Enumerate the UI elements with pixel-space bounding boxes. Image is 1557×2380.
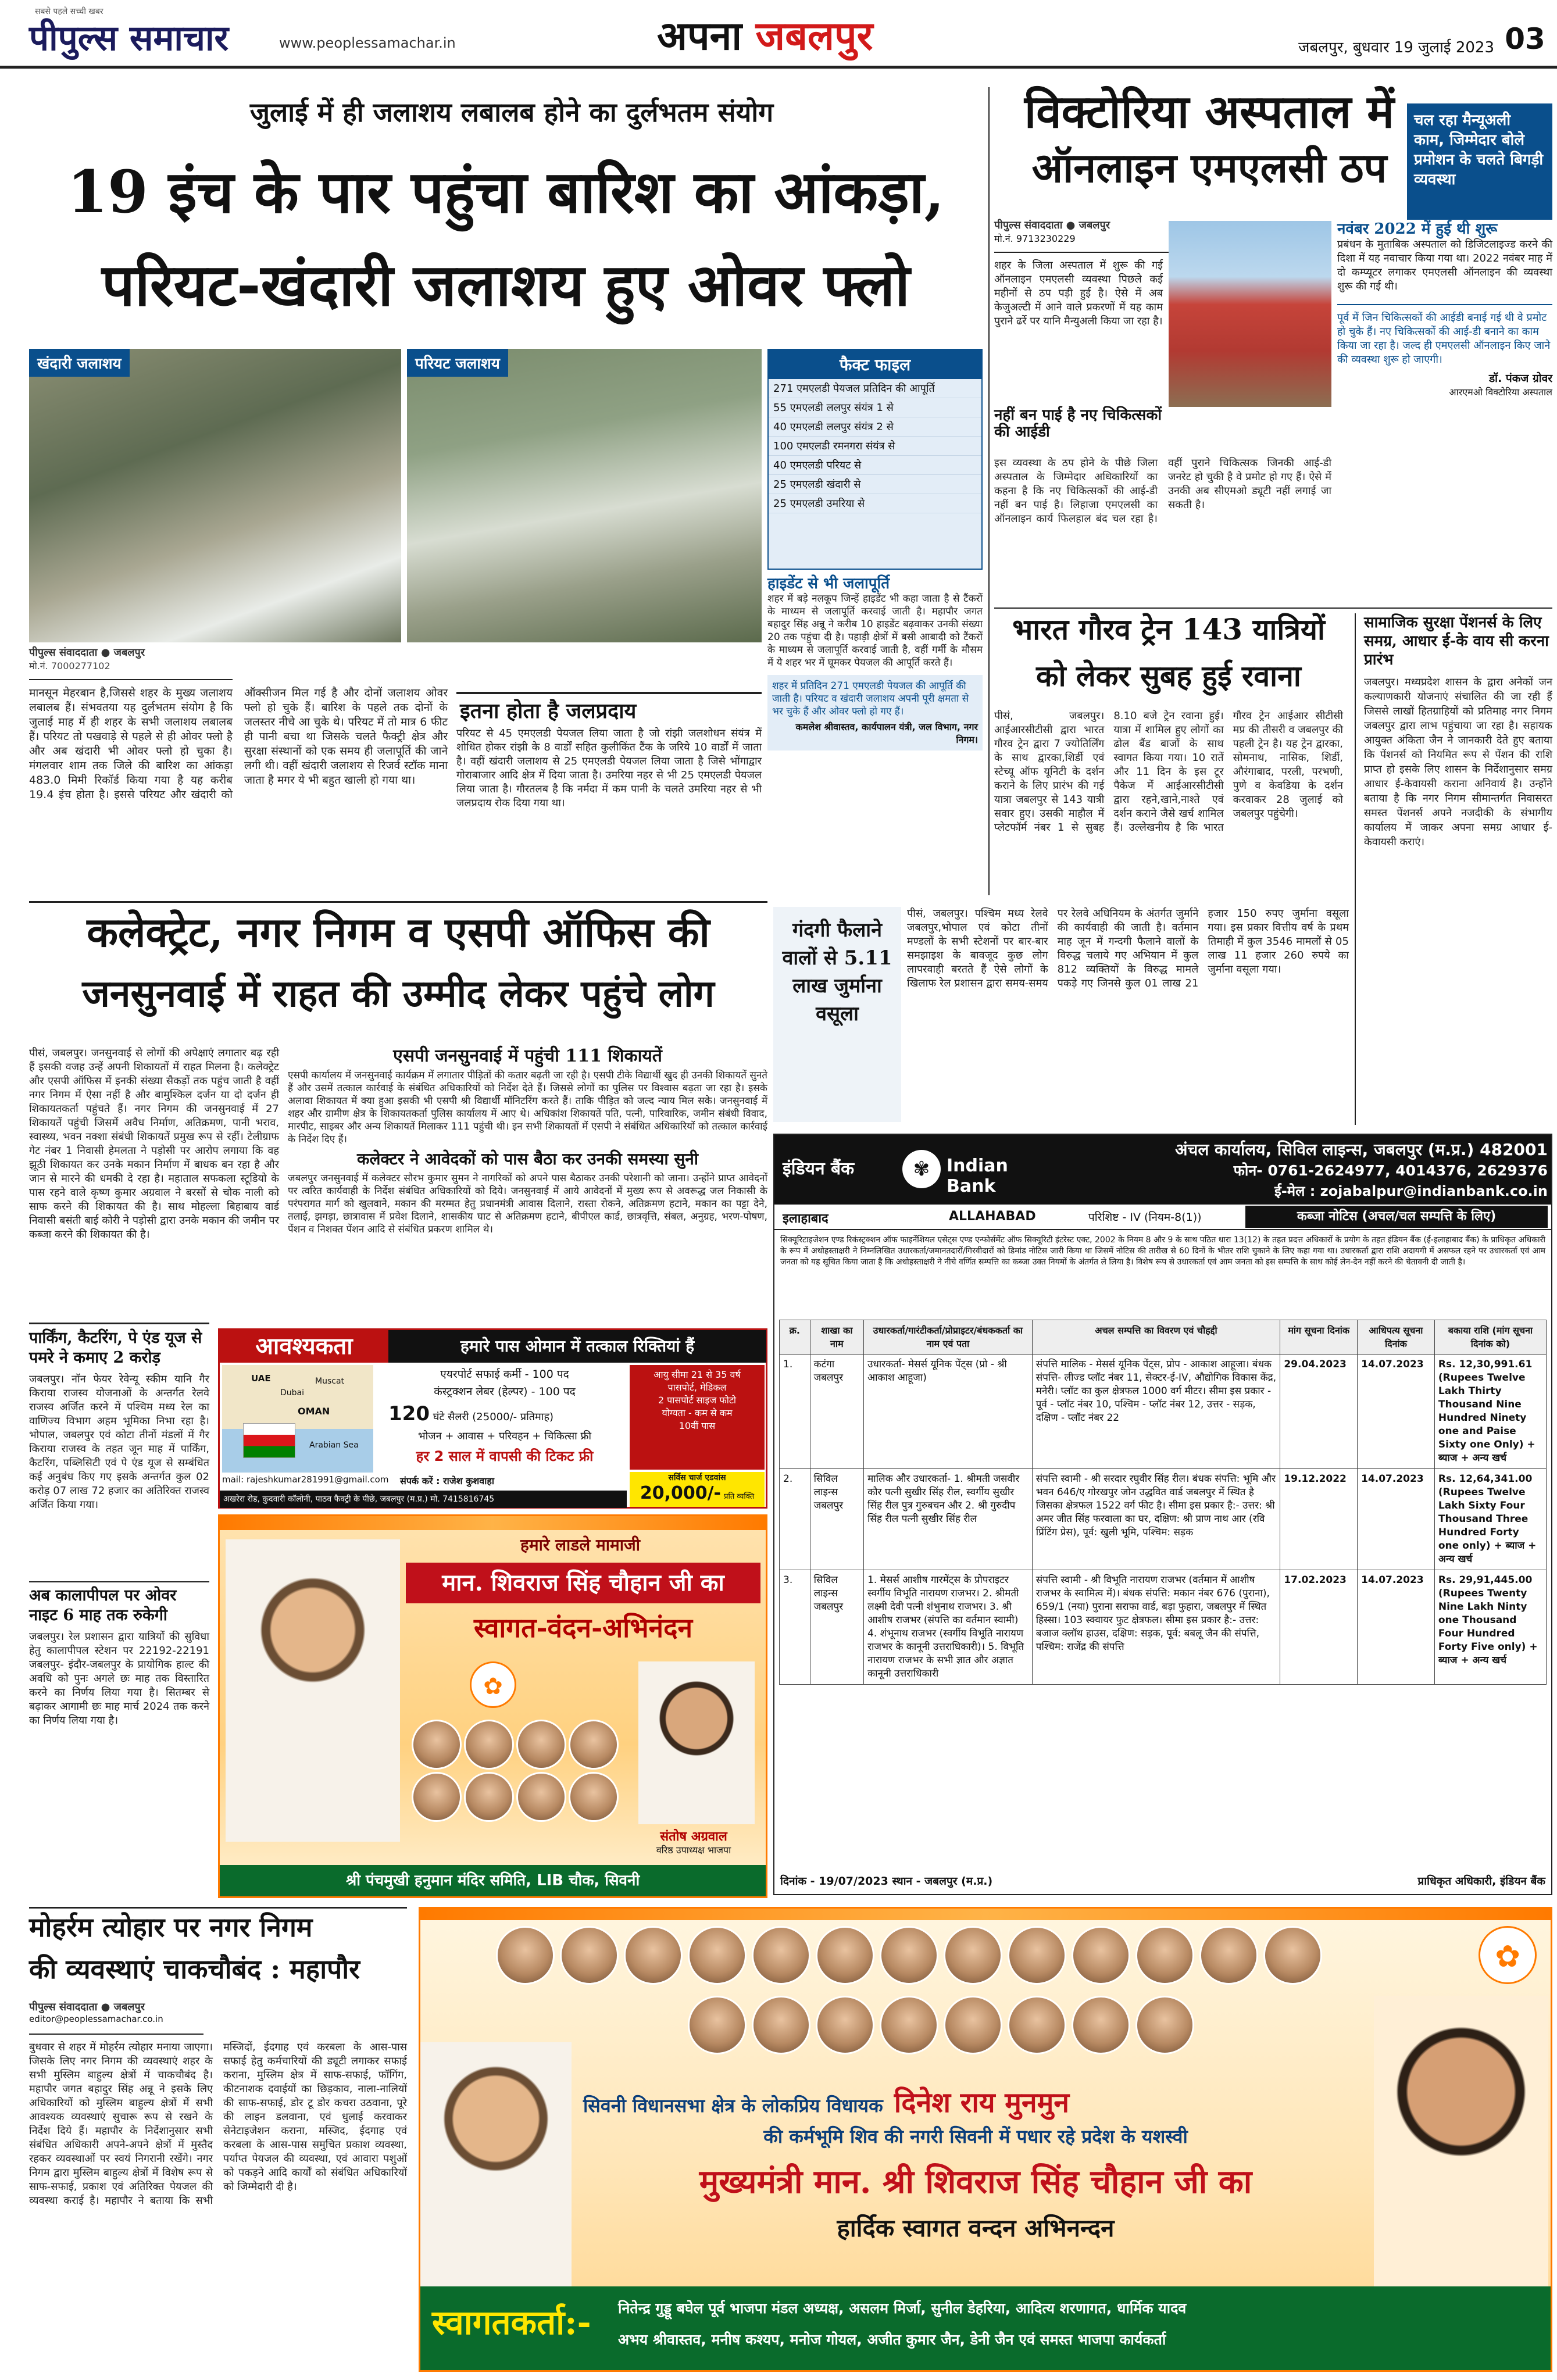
parking-headline: पार्किंग, कैटरिंग, पे एंड यूज से पमरे ने कमाए 2 करोड़ bbox=[29, 1329, 202, 1367]
col-demand: मांग सूचना दिनांक bbox=[1280, 1320, 1358, 1355]
seoni-line-1-text: सिवनी विधानसभा क्षेत्र के लोकप्रिय विधायक bbox=[583, 2095, 883, 2117]
jobs-ad-age: आयु सीमा 21 से 35 वर्ष bbox=[653, 1369, 741, 1380]
bank-notice bbox=[773, 1134, 1552, 1895]
moharram-rule bbox=[29, 1907, 407, 1909]
shivraj-ad-line-1: मान. शिवराज सिंह चौहान जी का bbox=[406, 1563, 760, 1603]
train-headline-2: को लेकर सुबह हुई रवाना bbox=[1036, 659, 1301, 693]
jobs-ad-email[interactable]: mail: rajeshkumar281991@gmail.com bbox=[222, 1474, 389, 1485]
seoni-face-12 bbox=[1199, 1926, 1258, 1985]
parking-rule bbox=[29, 1323, 209, 1324]
bank-subheader bbox=[774, 1205, 1551, 1230]
seoni-welcome-bar bbox=[420, 2286, 1551, 2370]
bank-cell-property: संपत्ति स्वामी - श्री विभूति नारायण राजभर (वर्तमान में आशीष राजभर के स्वामित्व में)। बंधक संपत्ति: मकान नंबर 676 (पुराना), 659/1 (नया) पुराना सराफा वार्ड, बड़ा फुहारा, जबलपुर में स्थित हिस्सा। 103 स्क्वायर फुट क्षेत्रफल। सीमा इस प्रकार है:- उत्तर: बजाज क्लॉथ हाउस, दक्षिण: सड़क, पूर्व: बबलू जैन की संपत्ति, पश्चिम: राजेंद्र की संपत्ति bbox=[1032, 1570, 1280, 1685]
dateline: जबलपुर, बुधवार 19 जुलाई 2023 bbox=[1298, 39, 1494, 56]
jobs-ad-photos: 2 पासपोर्ट साइज फोटो bbox=[658, 1395, 737, 1406]
seoni-line-2: की कर्मभूमि शिव की नगरी सिवनी में पधार रहे प्रदेश के यशस्वी bbox=[763, 2125, 1188, 2147]
bank-cell-borrower: मालिक और उधारकर्ता- 1. श्रीमती जसवीर कौर पत्नी सुखीर सिंह रील, स्वर्गीय सुखीर सिंह रील पुत्र गुरुबचन और 2. श्री गुरुदीप सिंह रील पत्नी सुखीर सिंह रील bbox=[864, 1469, 1033, 1570]
hydrant-title: हाइडेंट से भी जलापूर्ति bbox=[767, 575, 890, 592]
collector-body: जबलपुर जनसुनवाई में कलेक्टर सौरभ कुमार सुमन ने नागरिकों को अपने पास बैठाकर उनकी परेशानी को जाना। उन्होंने प्राप्त आवेदनों पर त्वरित कार्यवाही के निर्देश संबंधित अधिकारियों को दिये। जनसुनवाई में आये आवेदनों में मुख्य रूप से अवरूद्ध जल निकासी के परंपरागत मार्ग को खुलवाने, मकान की मरम्मत हेतु प्रधानमंत्री आवास दिलाने, रास्ता रोकने, अतिक्रमण हटाने, मकान का पट्टा देने, तलाई, झगड़ा, छात्रावास में प्रवेश दिलाने, शासकीय घाट से अतिक्रमण हटाने, बीपीएल कार्ड, छात्रवृत्ति, संबल, अनुग्रह, भरण-पोषण, पेंशन व निशक्त पेंशन आदि से संबंधित प्रकरण शामिल थे। bbox=[288, 1172, 767, 1235]
pariyat-photo bbox=[407, 349, 762, 642]
collectorate-body: पीसं, जबलपुर। जनसुनवाई से लोगों की अपेक्षाएं लगातार बढ़ रही हैं इसकी वजह उन्हें अपनी शिकायतों में राहत मिलना है। कलेक्ट्रेट और एसपी ऑफिस में इनकी संख्या सैकड़ों तक पहुंच जाती है वहीं नगर निगम में ऐसा नहीं है और बामुश्किल दर्जन या दो दर्जन ही शिकायतकर्ता पहुंचते हैं। नगर निगम की जनसुनवाई में 27 शिकायतें पहुंची जिसमें अवैध निर्माण, अतिक्रमण, पानी भराव, स्वास्थ्य, भवन नक्शा संबंधी शिकायतें प्रमुख रूप से रहीं। टेलीग्राफ गेट नंबर 1 निवासी हेमलता ने पड़ोसी पर आरोप लगाया कि वह झूठी शिकायत कर उनके मकान निर्माण में बाधक बन रहा है और जान से मारने की धमकी दे रहा है। महाताल सफकला स्टूडियो के पास रहने वाले कृष्ण कुमार अग्रवाल ने बरसों से चोक नाली को साफ करने की शिकायत की है। साथ मोहल्ला बिहाबाय वार्ड निवासी बसंती बाई कोरी ने पड़ोसी द्वारा उनके मकान की जमीन पर कब्जा करने की शिकायत की है। bbox=[29, 1047, 279, 1241]
bank-phone: फोन- 0761-2624977, 4014376, 2629376 bbox=[1233, 1162, 1548, 1179]
bank-logo-icon: ✾ bbox=[902, 1150, 941, 1188]
table-row bbox=[780, 1469, 1547, 1570]
shivraj-ad-portrait bbox=[226, 1539, 400, 1842]
table-row bbox=[780, 1570, 1547, 1685]
fact-file-title: फैक्ट फाइल bbox=[769, 350, 981, 379]
pension-body: जबलपुर। मध्यप्रदेश शासन के द्वारा अनेकों जन कल्याणकारी योजनाएं संचालित की जा रही हैं जिससे लाखों हितग्राहियों को प्रतिमाह नगर निगम जबलपुर द्वारा लाभ पहुंचाया जा रहा है। सहायक आयुक्त अंकिता जैन ने जानकारी देते हुए बताया कि पेंशनर्स को नियमित रूप से पेंशन की राशि प्राप्त हो इसके लिए शासन के निर्देशानुसार समग्र आधार ई-केवायसी कराना अनिवार्य है। उन्होंने बताया है कि नगर निगम सीमान्तर्गत निवासरत समस्त पेंशनर्स अपने नजदीकी के संभागीय कार्यालय में जाकर अपना समग्र आधार ई-केवायसी कराएं। bbox=[1364, 676, 1552, 848]
lead-headline-2: परियट-खंदारी जलाशय हुए ओवर फ्लो bbox=[102, 251, 910, 319]
lead-quote bbox=[767, 675, 983, 751]
bank-cell-amount: Rs. 29,91,445.00 (Rupees Twenty Nine Lakh Ninty one Thousand Four Hundred Forty Five only) + ब्याज + अन्य खर्च bbox=[1434, 1570, 1546, 1685]
bank-cell-possession: 14.07.2023 bbox=[1358, 1570, 1435, 1685]
seoni-faces bbox=[496, 1926, 1368, 2077]
bank-table bbox=[779, 1320, 1547, 1685]
jobs-ad-salary: सैलरी (25000/- प्रतिमाह) bbox=[448, 1411, 554, 1423]
jobs-ad-hours bbox=[388, 1402, 621, 1425]
bank-cell-possession: 14.07.2023 bbox=[1358, 1469, 1435, 1570]
victoria-byline-text: पीपुल्स संवाददाता ● जबलपुर bbox=[994, 219, 1110, 231]
section-title-b: जबलपुर bbox=[755, 13, 873, 59]
train-body: पीसं, जबलपुर। आईआरसीटीसी द्वारा भारत गौरव ट्रेन द्वारा 7 ज्योतिर्लिंग के साथ द्वारका,शिर्डी एवं स्टेच्यू ऑफ यूनिटी के दर्शन कराने के लिए प्रारंभ की गई यात्रा जबलपुर से 143 यात्री सवार हुए। उसकी माहौल में प्लेटफॉर्म नंबर 1 से सुबह 8.10 बजे ट्रेन रवाना हुई। यात्रा में शामिल हुए लोगों का ढोल बैंड बाजों के साथ स्वागत किया गया। 10 रातें और 11 दिन के इस टूर पैकेज में आईआरसीटीसी द्वारा रहने,खाने,नाश्ते एवं दर्शन कराने जैसे खर्च शामिल हैं। उल्लेखनीय है कि भारत गौरव ट्रेन आईआर सीटीसी मप्र की तीसरी व जबलपुर की पहली ट्रेन है। यह ट्रेन द्वारका, सोमनाथ, नासिक, शिर्डी, औरंगाबाद, परली, परभणी, पुणे व केवडिया के दर्शन करवाकर 28 जुलाई को जबलपुर पहुंचेगी। bbox=[994, 710, 1343, 834]
jobs-ad-line-2: कंस्ट्रक्शन लेबर (हेल्पर) - 100 पद bbox=[434, 1385, 576, 1398]
bank-cell-no: 2. bbox=[780, 1469, 810, 1570]
lead-body: मानसून मेहरबान है,जिससे शहर के मुख्य जलाशय लबालब हैं। संभवतया यह दुर्लभतम संयोग है कि जुलाई माह में ही शहर के सभी जलाशय लबालब हैं। परियट तो पखवाड़े से पहले से ही ओवर फ्लो है और अब खंदारी भी ओवर फ्लो हो चुका है। मंगलवार शाम तक जिले की बारिश का आंकड़ा 483.0 मिमी रिकॉर्ड किया गया है यह करीब 19.4 इंच होता है। इससे परियट और खंदारी को ऑक्सीजन मिल गई है और दोनों जलाशय ओवर फ्लो हो चुके हैं। बारिश के पहले तक दोनों के जलस्तर नीचे आ चुके थे। परियट में तो मात्र 6 फीट ही पानी बचा था जिसके चलते फैक्ट्री क्षेत्र और सुरक्षा संस्थानों को एक समय ही जलापूर्ति की जाने लगी थी। वहीं खंदारी जलाशय से रिजर्व स्टॉक माना जाता है मगर ये भी बहुत खाली हो गया था। bbox=[29, 687, 448, 801]
seoni-face-18 bbox=[944, 1996, 1002, 2054]
fact-file bbox=[767, 349, 983, 570]
shivraj-ad bbox=[218, 1514, 767, 1898]
allahabad-en: ALLAHABAD bbox=[949, 1209, 1036, 1224]
shivraj-ad-footer: श्री पंचमुखी हनुमान मंदिर समिति, LIB चौक, सिवनी bbox=[220, 1865, 766, 1896]
victoria-kicker: चल रहा मैन्यूअली काम, जिम्मेदार बोले प्रमोशन के चलते बिगड़ी व्यवस्था bbox=[1407, 103, 1552, 220]
seoni-ad-topbar bbox=[420, 1909, 1551, 1920]
jobs-ad-requirements bbox=[630, 1365, 765, 1470]
moharram-headline-2: की व्यवस्थाएं चाकचौबंद : महापौर bbox=[29, 1953, 360, 1985]
masthead-url[interactable]: www.peoplessamachar.in bbox=[279, 35, 456, 51]
seoni-face-2 bbox=[560, 1926, 619, 1985]
lead-quote-text: शहर में प्रतिदिन 271 एमएलडी पेयजल की आपूर्ति की जाती है। परियट व खंदारी जलाशय अपनी पूरी क्षमता से भर चुके हैं और ओवर फ्लो हो गए हैं। bbox=[772, 680, 969, 717]
bank-cell-amount: Rs. 12,30,991.61 (Rupees Twelve Lakh Thirty Thousand Nine Hundred Ninety one and Paise Sixty one Only) + ब्याज + अन्य खर्च bbox=[1434, 1355, 1546, 1469]
train-headline-1: भारत गौरव ट्रेन 143 यात्रियों bbox=[1012, 612, 1325, 646]
fine-body: पीसं, जबलपुर। पश्चिम मध्य रेलवे जबलपुर,भोपाल एवं कोटा तीनों मण्डलों के सभी स्टेशनों पर बार-बार समझाइश के बावजूद कुछ लोग लापरवाही बरतते हैं ऐसे लोगों के खिलाफ रेल प्रशासन द्वारा समय-समय पर रेलवे अधिनियम के अंतर्गत जुर्माने की कार्यवाही की जाती है। वर्तमान माह जून में गन्दगी फैलाने वालों के विरुद्ध चलाये गए अभियान में कुल 812 व्यक्तियों के विरुद्ध मामले पकड़े गए जिनसे कुल 01 लाख 21 हजार 150 रुपए जुर्माना वसूला गया। इस प्रकार वित्तीय वर्ष के प्रथम तिमाही में कुल 3546 मामलों से 05 लाख 11 हजार 260 रुपये का जुर्माना वसूला गया। bbox=[907, 907, 1349, 989]
seoni-face-11 bbox=[1135, 1926, 1194, 1985]
seoni-munmun-portrait bbox=[1374, 1996, 1548, 2315]
seoni-face-5 bbox=[752, 1926, 810, 1985]
map-label-uae: UAE bbox=[251, 1373, 271, 1384]
bank-cell-branch: सिविल लाइन्स जबलपुर bbox=[810, 1469, 863, 1570]
allahabad-hi: इलाहाबाद bbox=[783, 1212, 829, 1226]
seoni-face-4 bbox=[688, 1926, 747, 1985]
bank-cell-possession: 14.07.2023 bbox=[1358, 1355, 1435, 1469]
parking-story bbox=[29, 1328, 209, 1578]
seoni-face-7 bbox=[880, 1926, 938, 1985]
jobs-ad-qual: पासपोर्ट, मेडिकल bbox=[667, 1382, 727, 1393]
pension-headline: सामाजिक सुरक्षा पेंशनर्स के लिए समग्र, आधार ई-के वाय सी करना प्रारंभ bbox=[1364, 614, 1549, 669]
bank-cell-borrower: 1. मेसर्स आशीष गारमेंट्स के प्रोपराइटर स्वर्गीय विभूति नारायण राजभर। 2. श्रीमती लक्ष्मी देवी पत्नी शंभुनाथ राजभर। 3. श्री आशीष राजभर (संपत्ति का वर्तमान स्वामी) 4. शंभूनाथ राजभर (स्वर्गीय विभूति नारायण राजभर के कानूनी उत्तराधिकारी)। 5. विभूति नारायण राजभर के सभी ज्ञात और अज्ञात कानूनी उत्तराधिकारी bbox=[864, 1570, 1033, 1685]
seoni-names-2: अभय श्रीवास्तव, मनीष कश्यप, मनोज गोयल, अजीत कुमार जैन, डेनी जैन एवं समस्त भाजपा कार्यकर्ता bbox=[618, 2331, 1166, 2348]
seoni-face-13 bbox=[1263, 1926, 1322, 1985]
table-row bbox=[780, 1355, 1547, 1469]
leader-face-6 bbox=[464, 1772, 514, 1822]
overnight-story bbox=[29, 1581, 209, 1889]
overnight-headline: अब कालापीपल पर ओवर नाइट 6 माह तक रुकेगी bbox=[29, 1586, 177, 1624]
collectorate-rule bbox=[29, 901, 767, 903]
pension-story bbox=[1355, 613, 1552, 1125]
masthead bbox=[0, 0, 1557, 69]
victoria-quote-by: डॉ. पंकज ग्रोवर bbox=[1489, 371, 1552, 385]
victoria-mobile: मो.नं. 9713230229 bbox=[994, 233, 1076, 244]
jobs-ad-charge-label: सर्विस चार्ज एडवांस bbox=[668, 1473, 726, 1482]
khandari-photo bbox=[29, 349, 401, 642]
collectorate-headline-1: कलेक्ट्रेट, नगर निगम व एसपी ऑफिस की bbox=[87, 908, 710, 956]
map-label-sea: Arabian Sea bbox=[309, 1441, 359, 1450]
leader-face-3 bbox=[516, 1720, 566, 1770]
jobs-ad-hours-unit: घंटे bbox=[433, 1411, 445, 1423]
sp-title: एसपी जनसुनवाई में पहुंची 111 शिकायतें bbox=[393, 1046, 662, 1066]
fact-item: 271 एमएलडी पेयजल प्रतिदिन की आपूर्ति bbox=[769, 379, 981, 398]
santosh-portrait bbox=[638, 1661, 755, 1824]
column-rule bbox=[988, 87, 990, 895]
bank-name-hi: इंडियन बैंक bbox=[783, 1159, 855, 1179]
seoni-line-3: मुख्यमंत्री मान. श्री शिवराज सिंह चौहान जी का bbox=[699, 2163, 1252, 2201]
seoni-face-3 bbox=[624, 1926, 683, 1985]
victoria-byline bbox=[994, 218, 1169, 253]
bank-notice-title: कब्जा नोटिस (अचल/चल सम्पत्ति के लिए) bbox=[1245, 1206, 1548, 1228]
victoria-quote-role: आरएमओ विक्टोरिया अस्पताल bbox=[1449, 386, 1552, 398]
seoni-face-9 bbox=[1008, 1926, 1066, 1985]
lead-mobile: मो.नं. 7000277102 bbox=[29, 660, 110, 671]
seoni-face-16 bbox=[816, 1996, 874, 2054]
khandari-photo-label: खंदारी जलाशय bbox=[29, 349, 130, 377]
jobs-ad-hours-num: 120 bbox=[388, 1402, 430, 1425]
leader-face-7 bbox=[516, 1772, 566, 1822]
col-possession: आधिपत्य सूचना दिनांक bbox=[1358, 1320, 1435, 1355]
lead-byline bbox=[29, 645, 233, 680]
bank-cell-demand: 19.12.2022 bbox=[1280, 1469, 1358, 1570]
bank-footer-sign: प्राधिकृत अधिकारी, इंडियन बैंक bbox=[1417, 1875, 1545, 1888]
jobs-ad-line-1: एयरपोर्ट सफाई कर्मी - 100 पद bbox=[440, 1368, 569, 1381]
bank-cell-property: संपत्ति मालिक - मेसर्स यूनिक पेंट्स, प्रोप - आकाश आहूजा। बंधक संपत्ति- लीज्ड प्लॉट नंबर 11, सेक्टर-ई-IV, औद्योगिक विकास केंद्र, मनेरी। प्लॉट का कुल क्षेत्रफल 1000 वर्ग मीटर। सीमा इस प्रकार - पूर्व - प्लॉट नंबर 10, पश्चिम - प्लॉट नंबर 12, उत्तर - सड़क, दक्षिण - प्लॉट नंबर 22 bbox=[1032, 1355, 1280, 1469]
fact-item: 25 एमएलडी खंदारी से bbox=[769, 475, 981, 494]
victoria-sub: नहीं बन पाई है नए चिकित्सकों की आईडी bbox=[994, 406, 1162, 441]
seoni-face-6 bbox=[816, 1926, 874, 1985]
seoni-face-8 bbox=[944, 1926, 1002, 1985]
bank-cell-demand: 29.04.2023 bbox=[1280, 1355, 1358, 1469]
bank-office: अंचल कार्यालय, सिविल लाइन्स, जबलपुर (म.प्र.) 482001 bbox=[1175, 1140, 1548, 1159]
bank-cell-amount: Rs. 12,64,341.00 (Rupees Twelve Lakh Sixty Four Thousand Three Hundred Forty one only) + ब्याज + अन्य खर्च bbox=[1434, 1469, 1546, 1570]
jobs-ad-map bbox=[222, 1365, 373, 1473]
sp-body: एसपी कार्यालय में जनसुनवाई कार्यक्रम में लगातार पीड़ितों की कतार बढ़ती जा रही है। एसपी टीके विद्यार्थी खुद ही उनकी शिकायतें सुनते हैं और उसमें तत्काल कार्रवाई के संबंधित अधिकारियों को निर्देश देते हैं। जिससे लोगों का पुलिस पर विश्वास बढ़ता जा रहा है। इसके अलावा शिकायत में क्या हुआ इसकी भी एसपी श्री विद्यार्थी मॉनिटरिंग करते हैं। ताकि पीड़ित को जल्द न्याय मिल सके। जनसुनवाई में शहर और ग्रामीण क्षेत्र के शिकायतकर्ता पुलिस कार्यालय में आए थे। अधिकांश शिकायतें पति, पत्नी, पारिवारिक, जमीन संबंधी विवाद, मारपीट, साइबर और अन्य शिकायतें मिलाकर 111 पहुंची थी। इन सभी शिकायतों में एसपी ने संबंधित अधिकारियों को तत्काल कार्रवाई के निर्देश दिए हैं। bbox=[288, 1070, 767, 1145]
fine-headline: गंदगी फैलाने वालों से 5.11 लाख जुर्माना वसूला bbox=[773, 907, 901, 1122]
map-label-dubai: Dubai bbox=[280, 1388, 305, 1398]
seoni-face-1 bbox=[496, 1926, 555, 1985]
bank-header bbox=[774, 1135, 1551, 1205]
jobs-ad-charge-box bbox=[630, 1472, 765, 1507]
supply-box bbox=[456, 692, 762, 895]
moharram-byline-text: पीपुल्स संवाददाता ● जबलपुर bbox=[29, 2001, 145, 2013]
hydrant-body: शहर में बड़े नलकूप जिन्हें हाइडेंट भी कहा जाता है से टैंकरों के माध्यम से जलापूर्ति करवाई जाती है। महापौर जगत बहादुर सिंह अन्नू ने करीब 10 हाइडेंट बढ़वाकर उनकी संख्या 20 तक पहुंचा दी है। पहाड़ी क्षेत्रों में बसी आबादी को टैंकरों के माध्यम से जलापूर्ति करवाई जाती है, वहीं गर्मी के मौसम में ये शहर भर में घूमकर पेयजल की आपूर्ति करते हैं। bbox=[767, 592, 983, 669]
moharram-email[interactable]: editor@peoplessamachar.co.in bbox=[29, 2014, 163, 2024]
seoni-face-20 bbox=[1072, 1996, 1130, 2054]
victoria-headline-1: विक्टोरिया अस्पताल में bbox=[1024, 85, 1394, 138]
bank-cell-branch: सिविल लाइन्स जबलपुर bbox=[810, 1570, 863, 1685]
lead-headline-1: 19 इंच के पार पहुंचा बारिश का आंकड़ा, bbox=[67, 158, 945, 226]
sp-box bbox=[288, 1046, 767, 1320]
jobs-ad-title: हमारे पास ओमान में तत्काल रिक्तियां हैं bbox=[388, 1330, 766, 1363]
seoni-face-19 bbox=[1008, 1996, 1066, 2054]
seoni-shivraj-portrait bbox=[420, 2042, 572, 2315]
fact-file-list bbox=[769, 379, 981, 513]
parking-body: जबलपुर। नॉन फेयर रेवेन्यू स्कीम यानि गैर किराया राजस्व योजनाओं के अन्तर्गत रेलवे राजस्व अर्जित करने में पश्चिम मध्य रेल का वाणिज्य विभाग अहम भूमिका निभा रहा है। भोपाल, जबलपुर एवं कोटा तीनों मंडलों में गैर किराया राजस्व के तहत जून माह में पार्किंग, कैटरिंग, पब्लिसिटी एवं पे एंड यूज से सम्बंधित कई अनुबंध किए गए इसके अन्तर्गत कुल 02 करोड़ 07 लाख 72 हजार का अतिरिक्त राजस्व अर्जित किया गया। bbox=[29, 1373, 209, 1511]
fact-item: 25 एमएलडी उमरिया से bbox=[769, 494, 981, 513]
jobs-ad-ticket: हर 2 साल में वापसी की टिकट फ्री bbox=[416, 1448, 594, 1464]
seoni-line-1 bbox=[583, 2083, 1368, 2118]
moharram-byline bbox=[29, 2000, 203, 2035]
jobs-ad bbox=[218, 1328, 767, 1509]
bank-name-en: Indian Bank bbox=[947, 1156, 1008, 1196]
fact-item: 100 एमएलडी रमनगरा संयंत्र से bbox=[769, 437, 981, 456]
bank-footer-date: दिनांक - 19/07/2023 स्थान - जबलपुर (म.प्र.) bbox=[780, 1875, 993, 1888]
jobs-ad-charge: 20,000/- bbox=[640, 1483, 722, 1503]
seoni-line-4: हार्दिक स्वागत वन्दन अभिनन्दन bbox=[837, 2214, 1115, 2242]
pariyat-photo-label: परियट जलाशय bbox=[407, 349, 508, 377]
supply-box-body: परियट से 45 एमएलडी पेयजल लिया जाता है जो रांझी जलशोधन संयंत्र में शोधित होकर रांझी के 8 वार्डों सहित कुलीकिंत टैंक के जरिये 10 वार्डों में जाता है। वहीं खंदारी जलाशय से 25 एमएलडी पेयजल लिया जाता है जिसे भोंगाद्वार गोराबाजार आदि क्षेत्र में दिया जाता है। उमरिया नहर से भी 25 एमएलडी पेयजल लिया जाता है। गौरतलब है कि नर्मदा में कम पानी के चलते उमरिया नहर से भी जलप्रदाय रोक दिया गया था। bbox=[456, 727, 762, 809]
seoni-names-1: नितेन्द्र गुड्डू बघेल पूर्व भाजपा मंडल अध्यक्ष, असलम मिर्जा, सुनील डेहरिया, आदित्य शरणागत, धार्मिक यादव bbox=[618, 2300, 1187, 2317]
map-label-oman: OMAN bbox=[298, 1406, 330, 1417]
bank-intro: सिक्यूरिटाइजेशन एण्ड रिकंस्ट्रक्शन ऑफ फाइनेंशियल एसेट्स एण्ड एन्फोर्समेंट ऑफ सिक्यूरिटी इंटरेस्ट एक्ट, 2002 के नियम 8 और 9 के साथ पठित धारा 13(12) के तहत प्रदत्त अधिकारों के प्रयोग के तहत इंडियन बैंक (ई-इलाहाबाद बैंक) के प्राधिकृत अधिकारी के रूप में अधोहस्ताक्षरी ने निम्नलिखित उधारकर्ता/जमानतदारों/गिरवीदारों को डिमांड नोटिस जारी किया था जिसमें नोटिस की तारीख से 60 दिनों के भीतर राशि चुकाने के लिए कहा गया था। उधारकर्ता द्वारा राशि अदायगी में असफल रहने पर उधारकर्ता एवं आम जनता को यह सूचित किया जाता है कि अधोहस्ताक्षरी ने नीचे वर्णित सम्पत्ति का कब्जा उक्त नियमों के अंतर्गत ले लिया है। विशेष रूप से उधारकर्ता एवं आम जनता को इस सम्पत्ति के साथ कोई लेन-देन नहीं करने की चेतावनी दी जाती है। bbox=[780, 1235, 1545, 1267]
leader-face-5 bbox=[412, 1772, 462, 1822]
collector-title: कलेक्टर ने आवेदकों को पास बैठा कर उनकी समस्या सुनी bbox=[356, 1149, 699, 1168]
victoria-body-1: शहर के जिला अस्पताल में शुरू की गई ऑनलाइन एमएलसी व्यवस्था पिछले कई महीनों से ठप पड़ी हुई है। ऐसे में अब केजुअल्टी में आने वाले प्रकरणों में यह काम पुराने ढर्रे पर यानि मैन्युअली किया जा रहा है। bbox=[994, 259, 1163, 327]
bank-cell-demand: 17.02.2023 bbox=[1280, 1570, 1358, 1685]
lead-quote-by: कमलेश श्रीवास्तव, कार्यपालन यंत्री, जल विभाग, नगर निगम। bbox=[795, 721, 978, 745]
section-title-a: अपना bbox=[657, 13, 742, 59]
shivraj-ad-topbar bbox=[220, 1516, 766, 1530]
victoria-quote bbox=[1337, 304, 1552, 398]
victoria-side bbox=[1337, 221, 1552, 602]
section-title bbox=[657, 7, 1006, 59]
bank-cell-no: 3. bbox=[780, 1570, 810, 1685]
victoria-side-body: प्रबंधन के मुताबिक अस्पताल को डिजिटलाइज्ड करने की दिशा में यह नवाचार किया गया था। 2022 नवंबर माह में दो कम्प्यूटर लगाकर एमएलसी ऑनलाइन की व्यवस्था शुरू की गई थी। bbox=[1337, 238, 1552, 292]
col-borrower: उधारकर्ता/गारंटीकर्ता/प्रोप्राइटर/बंधककर्ता का नाम एवं पता bbox=[864, 1320, 1033, 1355]
section-rule bbox=[994, 607, 1552, 609]
victoria-headline-2: ऑनलाइन एमएलसी ठप bbox=[1031, 144, 1387, 192]
lead-byline-text: पीपुल्स संवाददाता ● जबलपुर bbox=[29, 646, 145, 659]
lead-kicker: जुलाई में ही जलाशय लबालब होने का दुर्लभतम संयोग bbox=[249, 97, 774, 128]
seoni-face-15 bbox=[752, 1996, 810, 2054]
bank-cell-borrower: उधारकर्ता- मेसर्स यूनिक पेंट्स (प्रो - श्री आकाश आहूजा) bbox=[864, 1355, 1033, 1469]
map-label-muscat: Muscat bbox=[315, 1377, 345, 1386]
masthead-logo: पीपुल्स समाचार bbox=[29, 18, 229, 59]
seoni-mla-name: दिनेश राय मुनमुन bbox=[894, 2086, 1069, 2119]
seoni-face-17 bbox=[880, 1996, 938, 2054]
bank-cell-branch: कटंगा जबलपुर bbox=[810, 1355, 863, 1469]
seoni-ad bbox=[419, 1907, 1552, 2372]
victoria-body-2: इस व्यवस्था के ठप होने के पीछे जिला अस्पताल के जिम्मेदार अधिकारियों का कहना है कि नए चिकित्सकों की आई-डी नहीं बन पाई है। लिहाजा एमएलसी का ऑनलाइन कार्य फिलहाल बंद चल रहा है। वहीं पुराने चिकित्सक जिनकी आई-डी जनरेट हो चुकी है वे प्रमोट हो गए हैं। ऐसे में उनकी अब सीएमओ ड्यूटी नहीं लगाई जा सकती है। bbox=[994, 457, 1331, 525]
hydrant-box bbox=[767, 576, 983, 895]
bank-cell-property: संपत्ति स्वामी - श्री सरदार रघुवीर सिंह रील। बंधक संपत्ति: भूमि और भवन 646/ए गोरखपुर जोन उद्धवित वार्ड जबलपुर में स्थित है जिसका क्षेत्रफल 1522 वर्ग फीट है। सीमा इस प्रकार है:- उत्तर: श्री अमर जीत सिंह फरवाला का घर, दक्षिण: श्री प्राण नाथ आर (रवि प्रिंटिंग प्रेस), पूर्व: खुली भूमि, पश्चिम: सड़क bbox=[1032, 1469, 1280, 1570]
jobs-ad-class: 10वीं पास bbox=[678, 1420, 716, 1431]
bank-cell-no: 1. bbox=[780, 1355, 810, 1469]
fact-item: 40 एमएलडी ललपुर संयंत्र 2 से bbox=[769, 417, 981, 437]
jobs-ad-tag: आवश्यकता bbox=[220, 1330, 388, 1363]
collectorate-headline-2: जनसुनवाई में राहत की उम्मीद लेकर पहुंचे लोग bbox=[82, 972, 715, 1016]
overnight-body: जबलपुर। रेल प्रशासन द्वारा यात्रियों की सुविधा हेतु कालापीपल स्टेशन पर 22192-22191 जबलपुर- इंदौर-जबलपुर के प्रायोगिक हाल्ट की अवधि को पुनः अगले छः माह तक विस्तारित करने का निर्णय लिया गया है। सितम्बर से बढ़ाकर आगामी छः माह मार्च 2024 तक करने का निर्णय लिया गया है। bbox=[29, 1631, 209, 1727]
victoria-quote-text: पूर्व में जिन चिकित्सकों की आईडी बनाई गई थी वे प्रमोट हो चुके हैं। नए चिकित्सकों की आई-डी बनाने का काम किया जा रहा है। जल्द ही एमएलसी ऑनलाइन किए जाने की व्यवस्था शुरू हो जाएगी। bbox=[1337, 311, 1551, 366]
victoria-side-title: नवंबर 2022 में हुई थी शुरू bbox=[1337, 220, 1498, 238]
jobs-ad-charge-unit: प्रति व्यक्ति bbox=[724, 1492, 755, 1501]
supply-box-title: इतना होता है जलप्रदाय bbox=[460, 699, 637, 723]
page-number: 03 bbox=[1505, 22, 1545, 56]
leader-face-1 bbox=[412, 1720, 462, 1770]
fact-item: 40 एमएलडी परियट से bbox=[769, 456, 981, 475]
santosh-name: संतोष अग्रवाल bbox=[660, 1829, 727, 1844]
seoni-face-14 bbox=[688, 1996, 747, 2054]
jobs-ad-perks: भोजन + आवास + परिवहन + चिकित्सा फ्री bbox=[417, 1430, 592, 1442]
col-property: अचल सम्पत्ति का विवरण एवं चौहद्दी bbox=[1032, 1320, 1280, 1355]
oman-flag bbox=[243, 1423, 295, 1458]
jobs-ad-address: अखरेरा रोड, कुदवारी कॉलोनी, पाठव फैक्ट्री के पीछे, जबलपुर (म.प्र.) मो. 7415816745 bbox=[220, 1491, 627, 1508]
moharram-headline-1: मोहर्रम त्योहार पर नगर निगम bbox=[29, 1911, 313, 1943]
leader-face-8 bbox=[569, 1772, 619, 1822]
seoni-face-21 bbox=[1135, 1996, 1194, 2054]
jobs-ad-contact: संपर्क करें : राजेश कुशवाहा bbox=[400, 1475, 494, 1486]
col-branch: शाखा का नाम bbox=[810, 1320, 863, 1355]
bank-email[interactable]: ई-मेल : zojabalpur@indianbank.co.in bbox=[1274, 1183, 1548, 1199]
victoria-hospital-photo bbox=[1169, 221, 1331, 407]
bank-table-wrap bbox=[779, 1320, 1547, 1860]
bank-appendix: परिशिष्ट - IV (नियम-8(1)) bbox=[1088, 1211, 1202, 1224]
jobs-ad-exp: योग्यता - कम से कम bbox=[662, 1407, 733, 1418]
seoni-welcome-label: स्वागतकर्ता:- bbox=[432, 2303, 591, 2342]
fact-item: 55 एमएलडी ललपुर संयंत्र 1 से bbox=[769, 398, 981, 417]
bjp-lotus-icon: ✿ bbox=[470, 1661, 516, 1708]
seoni-face-10 bbox=[1072, 1926, 1130, 1985]
santosh-role: वरिष्ठ उपाध्यक्ष भाजपा bbox=[656, 1845, 731, 1856]
col-amount: बकाया राशि (मांग सूचना दिनांक को) bbox=[1434, 1320, 1546, 1355]
bjp-lotus-icon-2: ✿ bbox=[1479, 1926, 1537, 1984]
leader-face-4 bbox=[569, 1720, 619, 1770]
moharram-body: बुधवार से शहर में मोहर्रम त्योहार मनाया जाएगा। जिसके लिए नगर निगम की व्यवस्थाएं शहर के सभी मुस्लिम बाहुल्य क्षेत्रों में चाकचौबंद है। महापौर जगत बहादुर सिंह अन्नू ने इसके लिए अधिकारियों को मुस्लिम बाहुल्य क्षेत्रों में सभी आवश्यक व्यवस्थाएं सुचारू रूप से रखने के निर्देश दिये हैं। महापौर के निर्देशानुसार सभी संबंधित अधिकारी अपने-अपने क्षेत्रों में मुस्तैद रहकर व्यवस्थाओं पर स्वयं निगरानी रखेंगे। नगर निगम द्वारा मुस्लिम बाहुल्य क्षेत्रों में विशेष रूप से साफ-सफाई, प्रकाश एवं अतिरिक्त पेयजल की व्यवस्था कराई है। महापौर ने बताया कि सभी मस्जिदों, ईदगाह एवं करबला के आस-पास सफाई हेतु कर्मचारियों की ड्यूटी लगाकर सफाई कराना, मुस्लिम क्षेत्र में साफ-सफाई, फॉगिंग, कीटनाशक दवाईयों का छिड़काव, नाला-नालियों की साफ-सफाई, डोर टू डोर कचरा उठवाना, पूरे की लाइन डलवाना, एवं धुलाई करवाकर सेनेटाइजेशन कराना, मस्जिद, ईदगाह एवं करबला के आस-पास समुचित प्रकाश व्यवस्था, पर्याप्त पेयजल की व्यवस्था, एवं आवारा पशुओं को पकड़ने आदि कार्यों को संबंधित अधिकारियों को जिम्मेदारी दी है। bbox=[29, 2041, 407, 2207]
shivraj-ad-top: हमारे लाडले मामाजी bbox=[520, 1535, 641, 1554]
leader-face-2 bbox=[464, 1720, 514, 1770]
masthead-tagline: सबसे पहले सच्ची खबर bbox=[35, 7, 103, 16]
col-no: क्र. bbox=[780, 1320, 810, 1355]
shivraj-ad-line-2: स्वागत-वंदन-अभिनंदन bbox=[473, 1612, 693, 1643]
bank-table-header bbox=[780, 1320, 1547, 1355]
